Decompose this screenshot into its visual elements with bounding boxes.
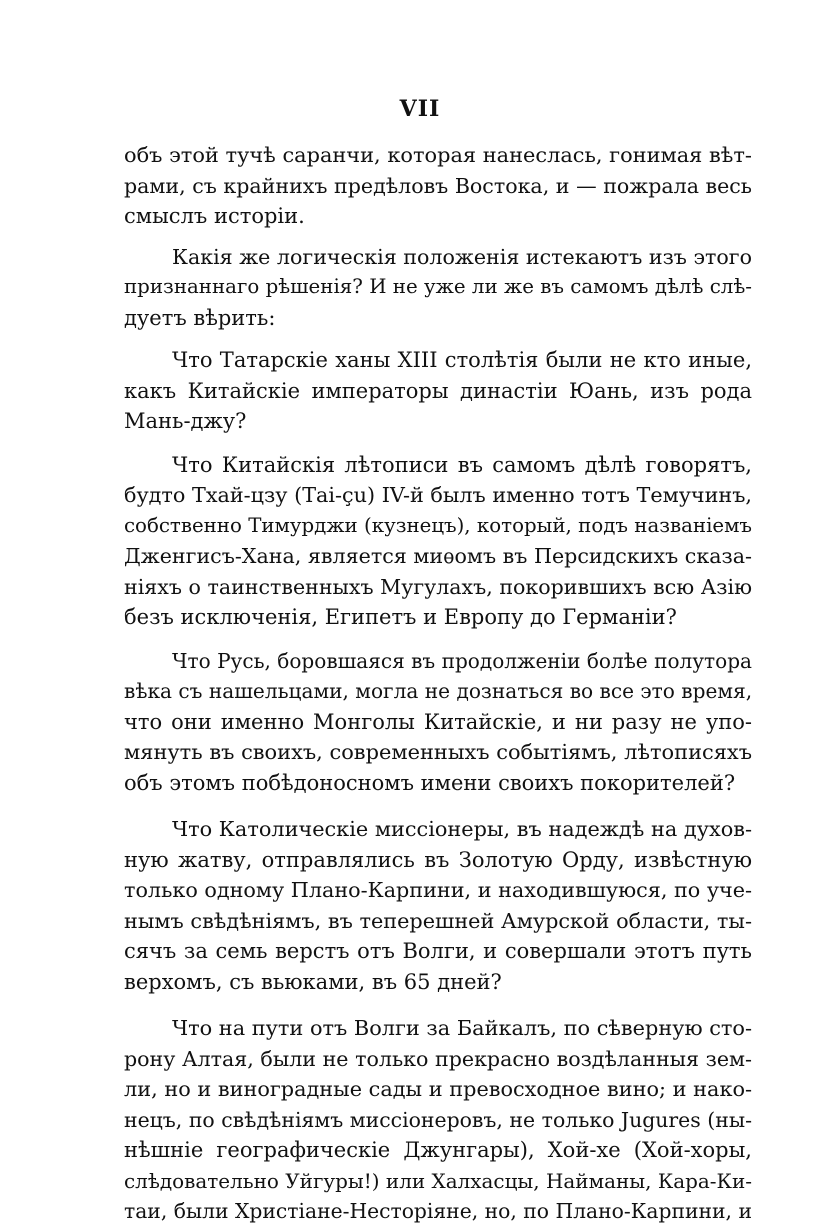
- text-line: объ этой тучѣ саранчи, которая нанеслась, гонимая вѣт-: [124, 143, 752, 167]
- text-line: мянуть въ своихъ, современныхъ событіямъ, лѣтописяхъ: [124, 740, 752, 764]
- text-line: признаннаго рѣшенія? И не уже ли же въ самомъ дѣлѣ слѣ-: [124, 275, 752, 298]
- text-line: Что Китайскія лѣтописи въ самомъ дѣлѣ говорятъ,: [172, 452, 752, 477]
- text-line: рону Алтая, были не только прекрасно воздѣланныя зем-: [124, 1046, 752, 1071]
- text-line: Какія же логическія положенія истекаютъ изъ этого: [172, 244, 752, 269]
- paragraph: [124, 345, 752, 437]
- body-text: [124, 140, 752, 1227]
- text-line: какъ Китайскіе императоры династіи Юань, изъ рода: [124, 378, 752, 403]
- paragraph: [124, 450, 752, 633]
- text-line: дуетъ вѣрить:: [124, 305, 276, 330]
- text-line: Дженгисъ-Хана, является миѳомъ въ Персидскихъ сказа-: [124, 544, 752, 568]
- text-line: нецъ, по свѣдѣніямъ миссіонеровъ, не только Jugures (ны-: [124, 1107, 752, 1132]
- paragraph: [124, 140, 752, 232]
- text-line: нымъ свѣдѣніямъ, въ теперешней Амурской области, ты-: [124, 908, 752, 933]
- paragraph: [124, 814, 752, 997]
- text-line: таи, были Христіане-Несторіяне, но, по Плано-Карпини, и: [124, 1199, 752, 1223]
- text-line: что они именно Монголы Китайскіе, и ни разу не упо-: [124, 709, 752, 734]
- page-number: VII: [399, 96, 441, 122]
- text-line: вѣка съ нашельцами, могла не дознаться во все это время,: [124, 679, 753, 703]
- text-line: объ этомъ побѣдоносномъ имени своихъ покорителей?: [124, 770, 736, 795]
- text-line: собственно Тимурджи (кузнецъ), который, подъ названіемъ: [124, 513, 752, 537]
- text-line: ніяхъ о таинственныхъ Мугулахъ, покорившихъ всю Азію: [124, 574, 752, 599]
- text-line: Что Татарскіе ханы XIII столѣтія были не кто иные,: [172, 348, 752, 372]
- text-line: Что Русь, боровшаяся въ продолженіи болѣе полутора: [172, 648, 752, 673]
- text-line: сячъ за семь верстъ отъ Волги, и совершали этотъ путь: [124, 939, 752, 963]
- text-line: Что на пути отъ Волги за Байкалъ, по сѣверную сто-: [172, 1016, 752, 1040]
- paragraph: [124, 242, 752, 334]
- text-line: только одному Плано-Карпини, и находившуюся, по уче-: [124, 878, 753, 902]
- paragraph: [124, 1013, 752, 1227]
- text-line: нѣшніе географическіе Джунгары), Хой-хе (Хой-хоры,: [124, 1138, 752, 1162]
- text-line: верхомъ, съ вьюками, въ 65 дней?: [124, 969, 502, 994]
- text-line: рами, съ крайнихъ предѣловъ Востока, и — пожрала весь: [124, 173, 752, 198]
- text-line: будто Тхай-цзу (Таі-çu) IV-й былъ именно тотъ Темучинъ,: [124, 483, 752, 507]
- text-line: смыслъ исторіи.: [124, 204, 305, 228]
- text-line: ную жатву, отправлялись въ Золотую Орду, извѣстную: [124, 847, 752, 872]
- text-line: Мань-джу?: [124, 409, 247, 433]
- text-line: Что Католическіе миссіонеры, въ надеждѣ на духов-: [172, 817, 752, 841]
- paragraph: [124, 646, 752, 799]
- text-line: ли, но и виноградные сады и превосходное вино; и нако-: [124, 1077, 752, 1101]
- text-line: безъ исключенія, Египетъ и Европу до Германіи?: [124, 605, 677, 629]
- text-line: слѣдовательно Уйгуры!) или Халхасцы, Найманы, Кара-Ки-: [124, 1168, 752, 1193]
